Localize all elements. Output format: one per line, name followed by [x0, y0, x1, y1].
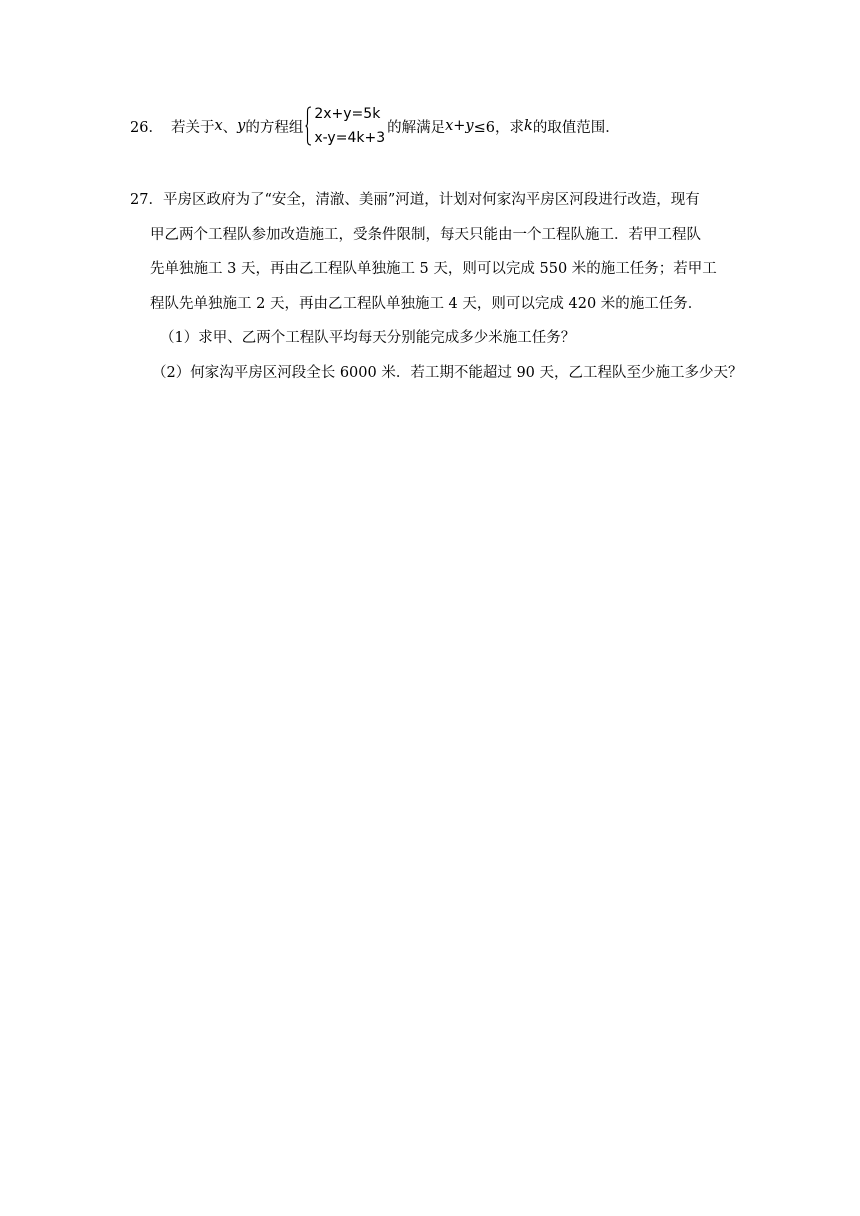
- left-brace-icon: [305, 106, 312, 146]
- equation-1: 2x+y=5k: [314, 106, 381, 122]
- question-27: [130, 186, 742, 393]
- equation-system: [305, 104, 385, 148]
- variable-y: y: [237, 118, 246, 134]
- question-text: 若关于: [170, 119, 215, 136]
- variable-k: k: [524, 118, 533, 134]
- question-text-line: 程队先单独施工 2 天，再由乙工程队单独施工 4 天，则可以完成 420 米的施工任务．: [150, 295, 703, 312]
- sub-question-1: （1）求甲、乙两个工程队平均每天分别能完成多少米施工任务？: [160, 330, 576, 346]
- equation-2: x-y=4k+3: [314, 130, 386, 146]
- question-text-line: 27．平房区政府为了“安全，清澈、美丽”河道，计划对何家沟平房区河段进行改造，现有: [130, 192, 700, 208]
- condition-expression: x+y: [445, 118, 474, 134]
- question-text-line: 先单独施工 3 天，再由乙工程队单独施工 5 天，则可以完成 550 米的施工任务；若甲工: [150, 261, 717, 277]
- sub-question-2: （2）何家沟平房区河段全长 6000 米．若工期不能超过 90 天，乙工程队至少施工多少天？: [152, 364, 743, 381]
- question-number: 26．: [130, 119, 163, 136]
- question-text: 的解满足: [387, 119, 446, 136]
- question-text-line: 甲乙两个工程队参加改造施工，受条件限制，每天只能由一个工程队施工．若甲工程队: [150, 226, 701, 243]
- question-text: 的取值范围．: [532, 119, 620, 136]
- question-26: [130, 103, 620, 149]
- variable-x: x: [214, 118, 223, 134]
- question-text: 的方程组: [245, 119, 304, 136]
- question-text: ≤6，求: [473, 119, 525, 136]
- separator: 、: [222, 119, 238, 136]
